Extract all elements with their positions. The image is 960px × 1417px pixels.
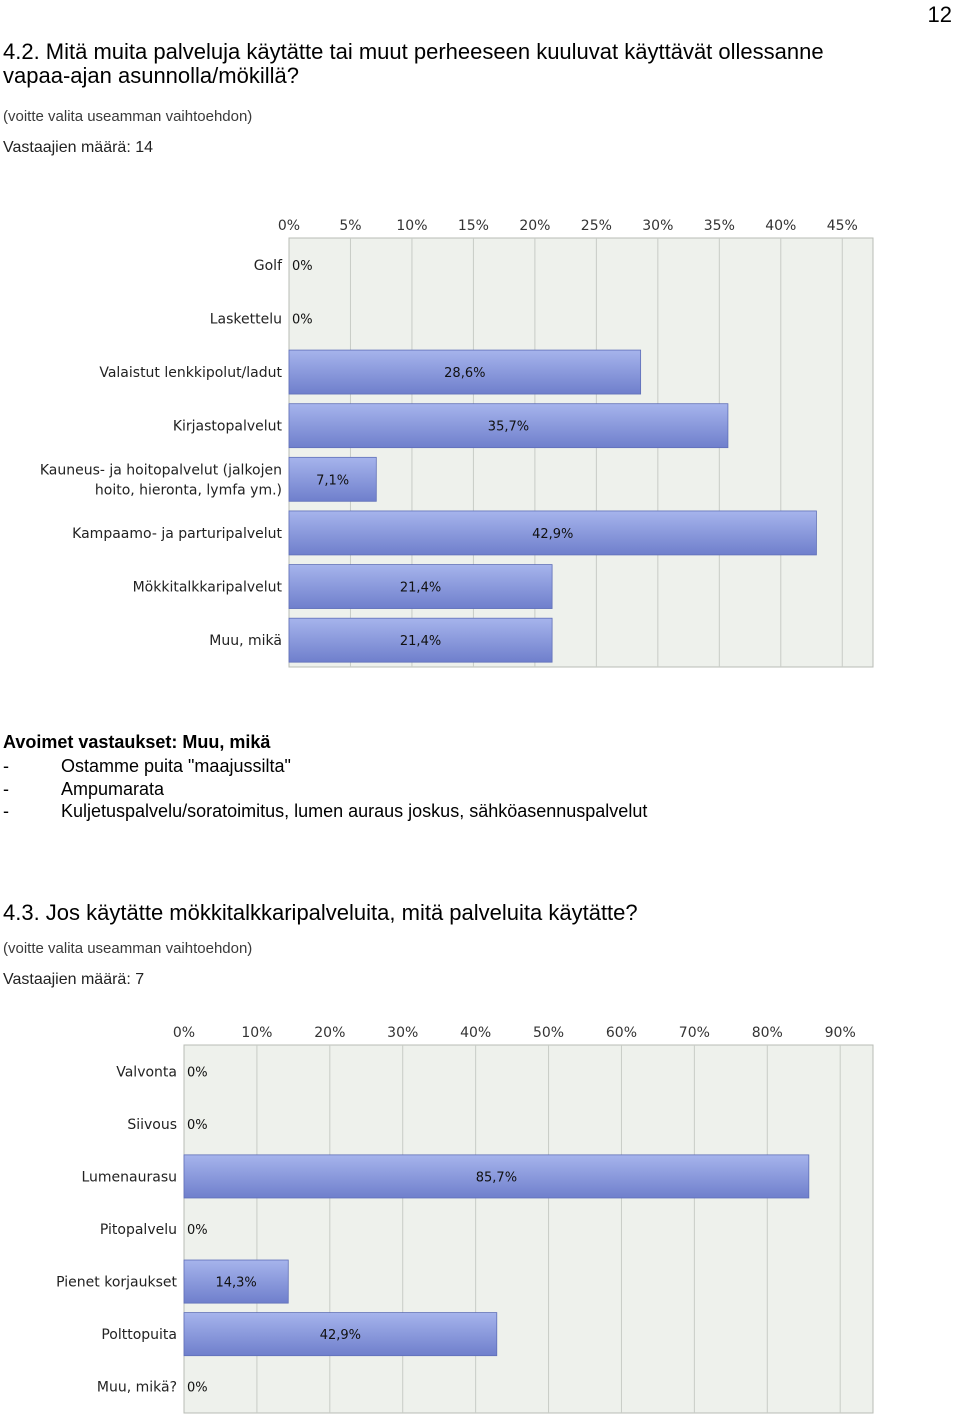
x-tick-label: 0%	[172, 1025, 196, 1041]
x-tick-label: 40%	[460, 1025, 492, 1041]
value-label: 14,3%	[215, 1275, 257, 1291]
category-label: Valaistut lenkkipolut/ladut	[99, 365, 282, 382]
category-label: Kauneus- ja hoitopalvelut (jalkojen hoito, hieronta, lymfa ym.)	[39, 462, 282, 499]
question-4-3-respondent-count: Vastaajien määrä: 7	[3, 971, 145, 988]
value-label: 35,7%	[487, 419, 530, 435]
value-label: 0%	[187, 1065, 208, 1081]
category-label: Polttopuita	[101, 1327, 177, 1344]
question-4-2-title-line-2: vapaa-ajan asunnolla/mökillä?	[3, 63, 299, 88]
value-label: 21,4%	[399, 634, 442, 650]
open-answers-title: Avoimet vastaukset: Muu, mikä	[3, 732, 271, 752]
x-tick-label: 60%	[605, 1025, 638, 1041]
x-tick-label: 30%	[642, 218, 674, 234]
value-label: 7,1%	[316, 473, 350, 489]
x-tick-label: 35%	[703, 218, 735, 234]
open-answer-text: Kuljetuspalvelu/soratoimitus, lumen auraus joskus, sähköasennuspalvelut	[61, 801, 648, 821]
open-answer-item	[3, 755, 647, 778]
list-dash: -	[3, 756, 9, 776]
x-tick-label: 70%	[678, 1025, 710, 1041]
open-answers-list	[3, 755, 647, 823]
value-label: 42,9%	[532, 526, 574, 542]
category-label: Golf	[253, 257, 282, 274]
x-tick-label: 20%	[519, 218, 551, 234]
question-4-2-note: (voitte valita useamman vaihtoehdon)	[3, 108, 253, 125]
value-label: 0%	[187, 1223, 208, 1238]
x-tick-label: 40%	[765, 218, 797, 234]
value-label: 42,9%	[319, 1328, 362, 1344]
x-tick-label: 45%	[826, 218, 858, 234]
category-label: Muu, mikä?	[96, 1379, 177, 1396]
open-answer-item	[3, 800, 647, 823]
question-4-2-title-line-1: 4.2. Mitä muita palveluja käytätte tai muut perheeseen kuuluvat käyttävät ollessanne	[3, 39, 824, 64]
x-tick-label: 5%	[339, 218, 362, 234]
x-tick-label: 90%	[824, 1025, 856, 1041]
question-4-2-respondent-count: Vastaajien määrä: 14	[3, 139, 154, 156]
x-tick-label: 25%	[580, 218, 612, 234]
chart-4-3	[0, 1005, 960, 1415]
x-tick-label: 30%	[387, 1025, 419, 1041]
page-number: 12	[927, 2, 952, 27]
category-label: Lumenaurasu	[81, 1169, 177, 1186]
x-tick-label: 10%	[241, 1025, 273, 1041]
question-4-3-note: (voitte valita useamman vaihtoehdon)	[3, 940, 253, 957]
category-label: Kirjastopalvelut	[172, 418, 282, 435]
category-label: Laskettelu	[209, 311, 282, 328]
value-label: 85,7%	[475, 1170, 518, 1186]
category-label: Mökkitalkkaripalvelut	[132, 579, 282, 596]
value-label: 0%	[292, 312, 313, 328]
question-4-3-title: 4.3. Jos käytätte mökkitalkkaripalveluita, mitä palveluita käytätte?	[3, 900, 638, 925]
chart-4-2	[0, 205, 960, 685]
category-label: Pienet korjaukset	[56, 1274, 177, 1291]
category-label: Valvonta	[116, 1064, 177, 1081]
category-label: Pitopalvelu	[99, 1222, 177, 1238]
plot-area	[184, 1045, 873, 1413]
list-dash: -	[3, 801, 9, 821]
list-dash: -	[3, 778, 9, 799]
value-label: 0%	[292, 258, 313, 274]
x-tick-label: 15%	[457, 218, 489, 234]
open-answer-item	[3, 778, 647, 801]
category-label: Siivous	[127, 1116, 177, 1133]
value-label: 28,6%	[444, 366, 486, 382]
x-tick-label: 20%	[314, 1025, 346, 1041]
open-answer-text: Ostamme puita "maajussilta"	[61, 756, 291, 776]
x-tick-label: 80%	[751, 1025, 783, 1041]
x-tick-label: 0%	[277, 218, 301, 234]
x-tick-label: 50%	[532, 1025, 565, 1041]
x-tick-label: 10%	[396, 218, 428, 234]
value-label: 21,4%	[399, 580, 442, 596]
category-label: Muu, mikä	[209, 633, 282, 650]
open-answer-text: Ampumarata	[61, 778, 165, 799]
category-label: Kampaamo- ja parturipalvelut	[72, 525, 282, 542]
value-label: 0%	[187, 1117, 208, 1133]
value-label: 0%	[187, 1380, 208, 1396]
